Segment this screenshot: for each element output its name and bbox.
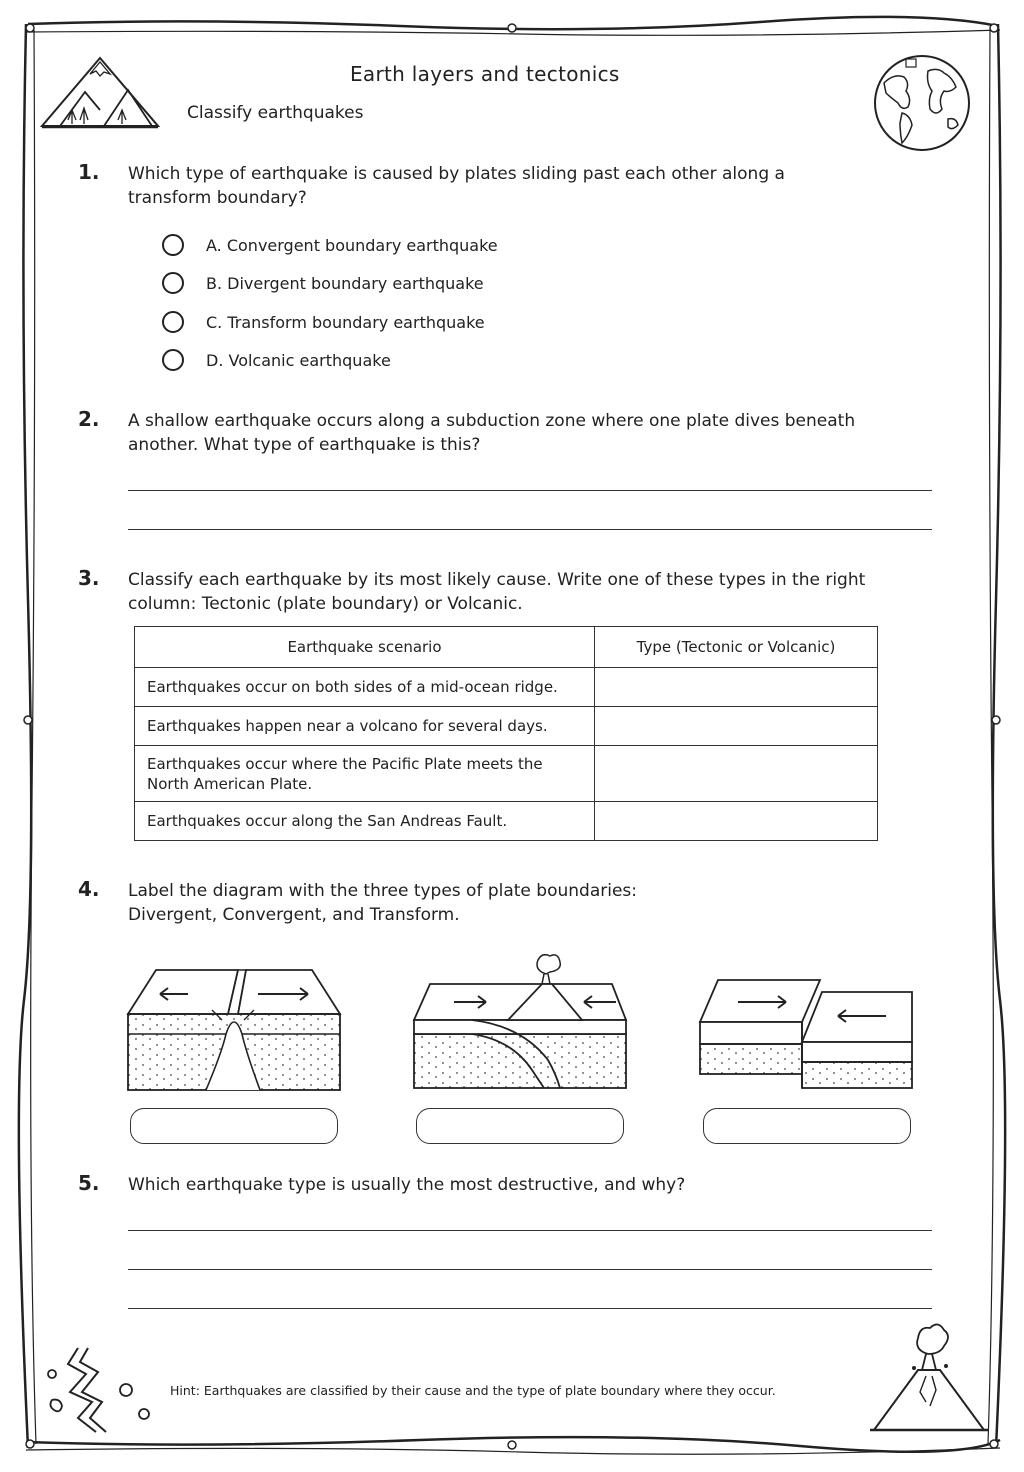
radio-button[interactable] — [162, 349, 184, 371]
answer-line[interactable] — [128, 1308, 932, 1309]
answer-line[interactable] — [128, 1230, 932, 1231]
transform-boundary-diagram — [698, 976, 916, 1092]
answer-line[interactable] — [128, 490, 932, 491]
question-number: 5. — [78, 1171, 100, 1195]
table-header-scenario: Earthquake scenario — [135, 627, 595, 668]
globe-icon — [872, 53, 972, 153]
scenario-cell: Earthquakes occur where the Pacific Plate meets the North American Plate. — [135, 746, 595, 802]
scenario-cell: Earthquakes happen near a volcano for several days. — [135, 707, 595, 746]
answer-line[interactable] — [128, 1269, 932, 1270]
question-text: Classify each earthquake by its most likely cause. Write one of these types in the right column: Tectonic (plate boundary) or Volcanic. — [128, 570, 866, 614]
answer-line[interactable] — [128, 529, 932, 530]
answer-cell[interactable] — [595, 668, 878, 707]
divergent-boundary-diagram — [126, 962, 344, 1092]
option-label: B. Divergent boundary earthquake — [206, 273, 484, 293]
mountains-icon — [40, 52, 160, 132]
question-number: 2. — [78, 407, 100, 431]
question-number: 4. — [78, 877, 100, 901]
table-row — [135, 746, 878, 802]
option-a[interactable] — [162, 234, 498, 256]
scenario-cell: Earthquakes occur along the San Andreas Fault. — [135, 802, 595, 841]
table-row — [135, 707, 878, 746]
label-box-transform[interactable] — [703, 1108, 911, 1144]
question-text-line2: Divergent, Convergent, and Transform. — [128, 905, 460, 925]
table-header-type: Type (Tectonic or Volcanic) — [595, 627, 878, 668]
question-text-line1: Label the diagram with the three types of plate boundaries: — [128, 881, 638, 901]
table-row — [135, 802, 878, 841]
option-label: D. Volcanic earthquake — [206, 350, 391, 370]
question-text: A shallow earthquake occurs along a subduction zone where one plate dives beneath another. What type of earthquake is this? — [128, 411, 856, 455]
question-number: 1. — [78, 160, 100, 184]
label-box-divergent[interactable] — [130, 1108, 338, 1144]
page-title: Earth layers and tectonics — [350, 62, 620, 86]
answer-cell[interactable] — [595, 707, 878, 746]
answer-cell[interactable] — [595, 746, 878, 802]
hint-text: Hint: Earthquakes are classified by their cause and the type of plate boundary where they occur. — [170, 1383, 776, 1398]
question-text: Which type of earthquake is caused by plates sliding past each other along a transform boundary? — [128, 164, 785, 208]
question-number: 3. — [78, 566, 100, 590]
classification-table — [134, 626, 878, 841]
scenario-cell: Earthquakes occur on both sides of a mid-ocean ridge. — [135, 668, 595, 707]
answer-cell[interactable] — [595, 802, 878, 841]
radio-button[interactable] — [162, 311, 184, 333]
option-label: A. Convergent boundary earthquake — [206, 235, 498, 255]
question-text: Which earthquake type is usually the most destructive, and why? — [128, 1175, 686, 1195]
radio-button[interactable] — [162, 234, 184, 256]
label-box-convergent[interactable] — [416, 1108, 624, 1144]
radio-button[interactable] — [162, 272, 184, 294]
cracked-ground-icon — [40, 1340, 160, 1440]
volcano-icon — [870, 1318, 990, 1438]
option-d[interactable] — [162, 349, 391, 371]
option-b[interactable] — [162, 272, 484, 294]
convergent-boundary-diagram — [412, 950, 630, 1092]
page-subtitle: Classify earthquakes — [187, 103, 364, 123]
option-label: C. Transform boundary earthquake — [206, 312, 485, 332]
option-c[interactable] — [162, 311, 485, 333]
table-row — [135, 668, 878, 707]
